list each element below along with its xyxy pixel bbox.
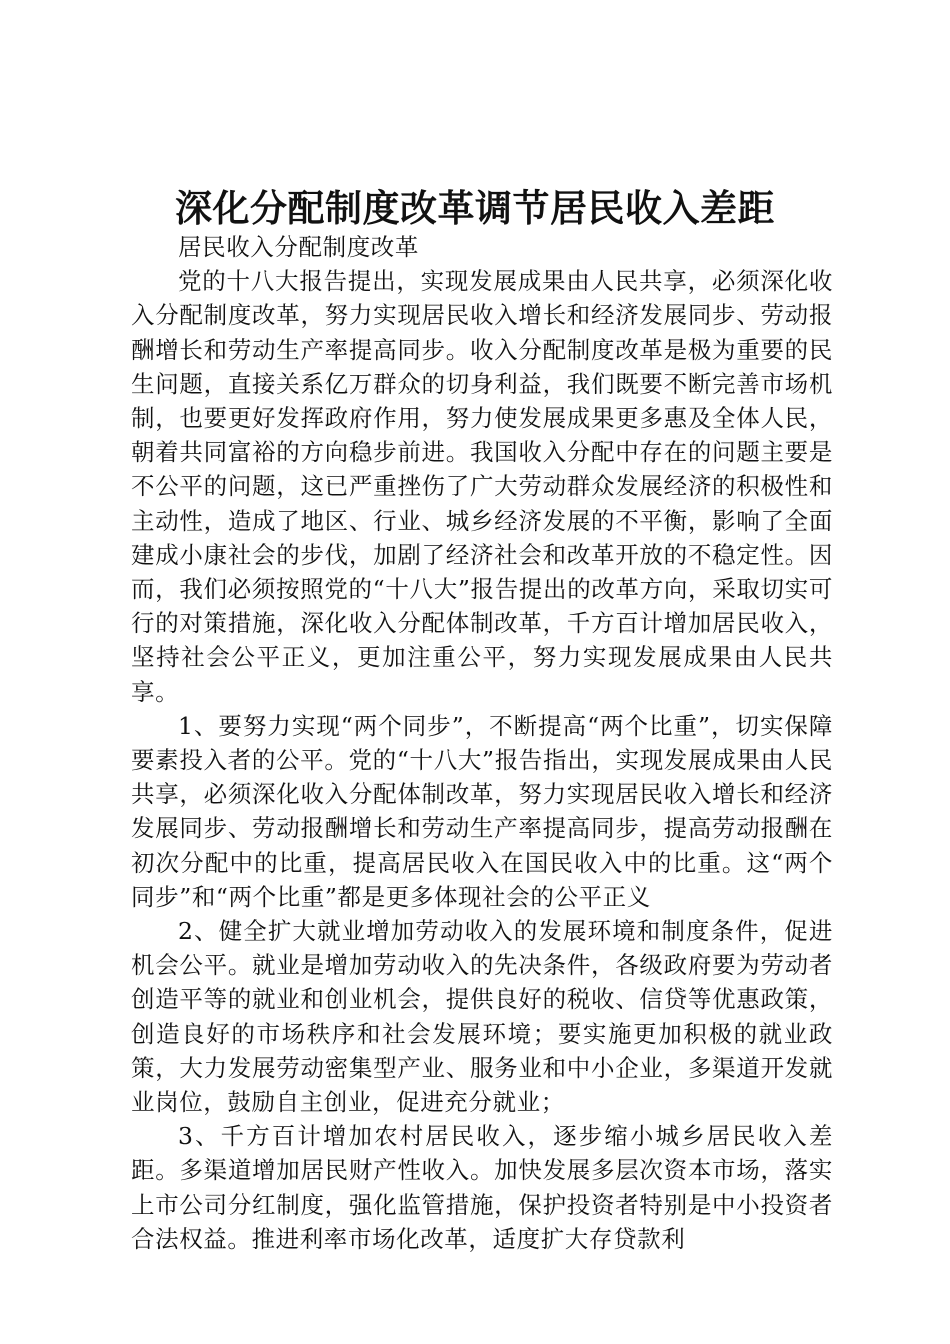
- section-subtitle: 居民收入分配制度改革: [178, 233, 419, 261]
- document-body: [131, 230, 833, 1256]
- paragraph-point-2: 2、健全扩大就业增加劳动收入的发展环境和制度条件，促进机会公平。就业是增加劳动收入的先决条件，各级政府要为劳动者创造平等的就业和创业机会，提供良好的税收、信贷等优惠政策，创造良好的市场秩序和社会发展环境；要实施更加积极的就业政策，大力发展劳动密集型产业、服务业和中小企业，多渠道开发就业岗位，鼓励自主创业，促进充分就业；: [131, 917, 833, 1117]
- paragraph-intro: 党的十八大报告提出，实现发展成果由人民共享，必须深化收入分配制度改革，努力实现居民收入增长和经济发展同步、劳动报酬增长和劳动生产率提高同步。收入分配制度改革是极为重要的民生问题，直接关系亿万群众的切身利益，我们既要不断完善市场机制，也要更好发挥政府作用，努力使发展成果更多惠及全体人民，朝着共同富裕的方向稳步前进。我国收入分配中存在的问题主要是不公平的问题，这已严重挫伤了广大劳动群众发展经济的积极性和主动性，造成了地区、行业、城乡经济发展的不平衡，影响了全面建成小康社会的步伐，加剧了经济社会和改革开放的不稳定性。因而，我们必须按照党的“十八大”报告提出的改革方向，采取切实可行的对策措施，深化收入分配体制改革，千方百计增加居民收入，坚持社会公平正义，更加注重公平，努力实现发展成果由人民共享。: [131, 267, 833, 706]
- document-title: 深化分配制度改革调节居民收入差距: [175, 186, 775, 230]
- paragraph-point-3: 3、千方百计增加农村居民收入，逐步缩小城乡居民收入差距。多渠道增加居民财产性收入。加快发展多层次资本市场，落实上市公司分红制度，强化监管措施，保护投资者特别是中小投资者合法权益。推进利率市场化改革，适度扩大存贷款利: [131, 1122, 833, 1253]
- paragraph-point-1: 1、要努力实现“两个同步”，不断提高“两个比重”，切实保障要素投入者的公平。党的“十八大”报告指出，实现发展成果由人民共享，必须深化收入分配体制改革，努力实现居民收入增长和经济发展同步、劳动报酬增长和劳动生产率提高同步，提高劳动报酬在初次分配中的比重，提高居民收入在国民收入中的比重。这“两个同步”和“两个比重”都是更多体现社会的公平正义: [131, 711, 833, 911]
